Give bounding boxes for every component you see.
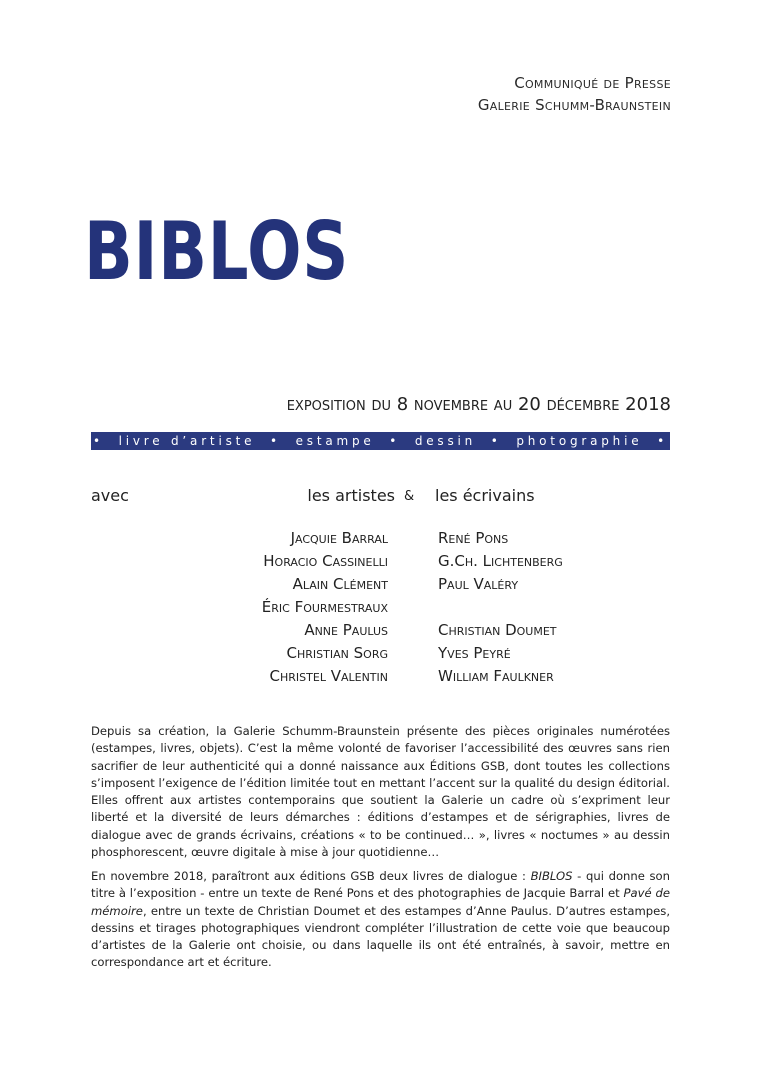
banner-item-livre: livre d’artiste (118, 434, 256, 448)
writer-name: René Pons (438, 529, 509, 547)
banner-item-dessin: dessin (414, 434, 477, 448)
press-release-header (478, 72, 671, 116)
banner-bullet: • (490, 434, 502, 448)
paragraph-text: - qui donne son titre à l’exposition - entre un texte de René Pons et des photographies de Jacquie Barral et (91, 869, 670, 901)
book-title-pave: Pavé de mémoire (91, 886, 670, 918)
writer-name: William Faulkner (438, 667, 554, 685)
book-title-biblos: BIBLOS (530, 869, 573, 883)
paragraph-text: , entre un texte de Christian Doumet et des estampes d’Anne Paulus. D’autres estampes, dessins et tirages photographiques viendront compléter l’illustration de cette voie que beaucoup d’artistes de la Galerie ont choisie, ou dans laquelle ils ont été entraînés, à savoir, mettre en correspondance art et écriture. (91, 903, 670, 970)
header-line-press: Communiqué de Presse (514, 74, 671, 92)
banner-bullet: • (270, 434, 281, 448)
header-line-gallery: Galerie Schumm-Braunstein (477, 96, 671, 114)
media-banner (91, 432, 670, 450)
paragraph-gallery-intro: Depuis sa création, la Galerie Schumm-Braunstein présente des pièces originales numérotées (estampes, livres, objets). C’est la même volonté de favoriser l’accessibilité des œuvres sans rien sacrifier de leur authenticité qui a donné naissance aux Éditions GSB, dont toutes les collections s’imposent l’exigence de l’édition limitée tout en mettant l’accent sur la qualité du design éditorial. Elles offrent aux artistes contemporains que soutient la Galerie un cadre où s’expriment leur liberté et la diversité de leurs démarches : éditions d’estampes et de sérigraphies, livres de dialogue avec de grands écrivains, créations « to be continued… », livres « noctumes » au dessin phosphorescent, œuvre digitale à mise à jour quotidienne… (91, 724, 670, 860)
writers-heading: les écrivains (435, 486, 535, 505)
artist-name: Alain Clément (292, 575, 388, 593)
paragraph-publications (91, 868, 670, 972)
banner-bullet: • (93, 434, 104, 448)
artists-list (262, 527, 388, 688)
artist-name: Christian Sorg (286, 644, 388, 662)
writer-name: G.Ch. Lichtenberg (438, 552, 563, 570)
writer-name (438, 596, 563, 619)
banner-bullet: • (389, 434, 401, 448)
artist-name: Jacquie Barral (290, 529, 388, 547)
writer-name: Christian Doumet (438, 621, 557, 639)
banner-bullet: • (657, 434, 668, 448)
writer-name: Paul Valéry (438, 575, 519, 593)
ampersand: & (404, 489, 415, 504)
artists-heading: les artistes (307, 486, 395, 505)
paragraph-text: En novembre 2018, paraîtront aux éditions GSB deux livres de dialogue : (91, 869, 531, 883)
exhibition-dates: exposition du 8 novembre au 20 décembre 2018 (286, 394, 671, 415)
artist-name: Éric Fourmestraux (261, 598, 388, 616)
avec-label: avec (91, 486, 129, 505)
banner-item-photographie: photographie (516, 434, 643, 448)
banner-item-estampe: estampe (295, 434, 375, 448)
artist-name: Horacio Cassinelli (263, 552, 388, 570)
writers-list (438, 527, 563, 688)
artist-name: Christel Valentin (269, 667, 388, 685)
writer-name: Yves Peyré (438, 644, 511, 662)
artist-name: Anne Paulus (304, 621, 388, 639)
exhibition-title: BIBLOS (84, 205, 350, 298)
